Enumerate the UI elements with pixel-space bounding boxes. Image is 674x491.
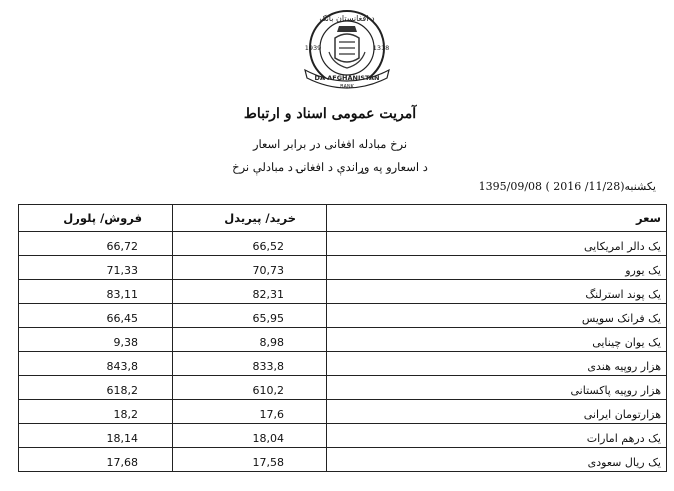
table-row [19, 400, 667, 424]
sell-rate: 66,45 [19, 304, 173, 328]
currency-name: هزارتومان ایرانی [327, 400, 667, 424]
page-title: آمریت عمومی اسناد و ارتباط [243, 106, 417, 122]
buy-rate: 833,8 [173, 352, 327, 376]
currency-name: یک ریال سعودی [327, 448, 667, 472]
date-value: 1395/09/08 ( 2016 /11/28) [478, 180, 625, 193]
table-row [19, 256, 667, 280]
table-row [19, 448, 667, 472]
currency-name: یک یورو [327, 256, 667, 280]
page-subtitle-pashto: د اسعارو په وړاندې د افغانۍ د مبادلې نرخ [232, 160, 428, 174]
sell-rate: 83,11 [19, 280, 173, 304]
table-row [19, 424, 667, 448]
table-header-row [19, 205, 667, 232]
buy-rate: 17,6 [173, 400, 327, 424]
buy-rate: 70,73 [173, 256, 327, 280]
page-subtitle: نرخ مبادله افغانی در برابر اسعار [252, 137, 408, 151]
currency-name: یک درهم امارات [327, 424, 667, 448]
sell-rate: 71,33 [19, 256, 173, 280]
sell-rate: 618,2 [19, 376, 173, 400]
column-header-buy: خرید/ پیریدل [173, 205, 327, 232]
currency-name: یک یوان چینایی [327, 328, 667, 352]
sell-rate: 18,14 [19, 424, 173, 448]
currency-name: یک دالر امریکایی [327, 232, 667, 256]
seal-left-year: 1939 [304, 44, 322, 52]
buy-rate: 66,52 [173, 232, 327, 256]
buy-rate: 18,04 [173, 424, 327, 448]
table-row [19, 328, 667, 352]
sell-rate: 18,2 [19, 400, 173, 424]
buy-rate: 65,95 [173, 304, 327, 328]
sell-rate: 17,68 [19, 448, 173, 472]
table-row [19, 352, 667, 376]
sell-rate: 843,8 [19, 352, 173, 376]
bank-logo [299, 8, 395, 92]
buy-rate: 8,98 [173, 328, 327, 352]
seal-right-year: 1318 [372, 44, 390, 52]
table-row [19, 304, 667, 328]
buy-rate: 82,31 [173, 280, 327, 304]
currency-name: یک پوند استرلنگ [327, 280, 667, 304]
table-row [19, 280, 667, 304]
currency-name: هزار روپیه پاکستانی [327, 376, 667, 400]
sell-rate: 9,38 [19, 328, 173, 352]
exchange-rate-table [18, 204, 667, 472]
seal-bottom-text: DA AFGHANISTAN [314, 74, 380, 82]
date-day: یکشنبه [624, 180, 656, 193]
seal-top-text: د افغانستان بانک [319, 14, 375, 23]
currency-name: یک فرانک سویس [327, 304, 667, 328]
column-header-currency: سعر [327, 205, 667, 232]
currency-name: هزار روپیه هندی [327, 352, 667, 376]
table-row [19, 232, 667, 256]
table-row [19, 376, 667, 400]
bank-seal-emblem [299, 8, 395, 92]
buy-rate: 17,58 [173, 448, 327, 472]
column-header-sell: فروش/ پلورل [19, 205, 173, 232]
sell-rate: 66,72 [19, 232, 173, 256]
buy-rate: 610,2 [173, 376, 327, 400]
date-line [479, 180, 656, 193]
seal-bottom-text2: BANK [340, 84, 354, 90]
